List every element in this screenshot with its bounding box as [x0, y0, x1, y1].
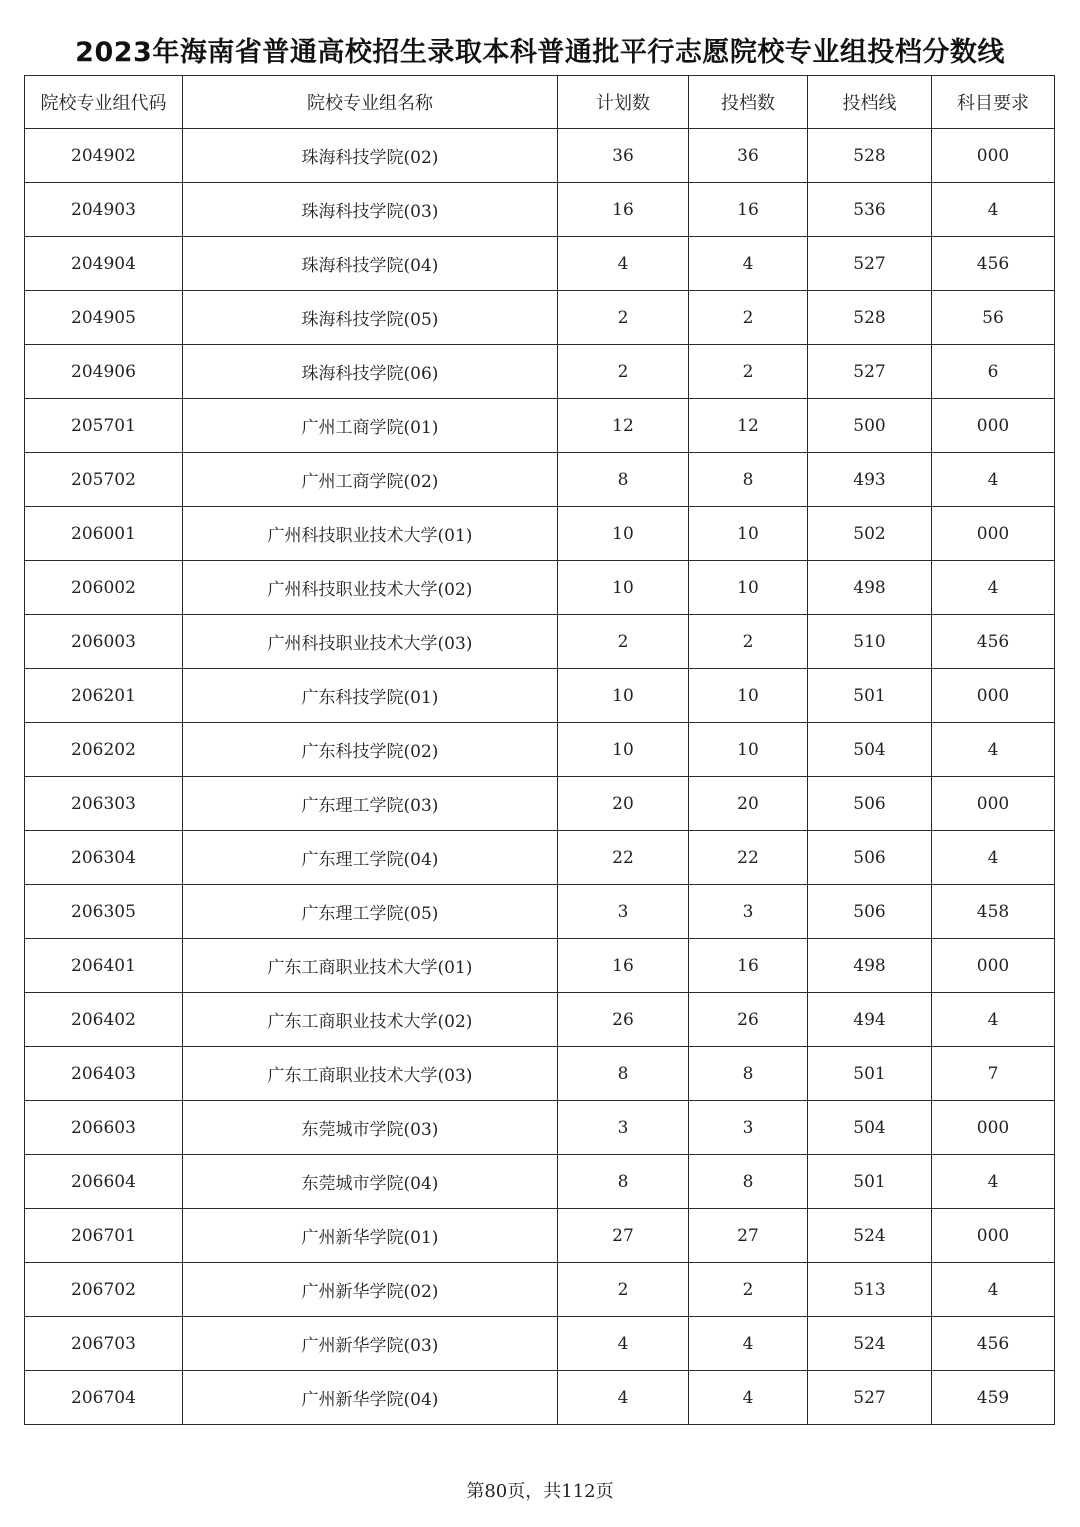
- cell-plan-count: 36: [558, 129, 689, 183]
- cell-cutoff-score: 524: [808, 1317, 932, 1371]
- cell-subject-requirement: 7: [932, 1047, 1055, 1101]
- cell-group-name: 珠海科技学院(05): [183, 291, 558, 345]
- cell-plan-count: 16: [558, 939, 689, 993]
- cell-cutoff-score: 510: [808, 615, 932, 669]
- cell-group-code: 205701: [25, 399, 183, 453]
- cell-subject-requirement: 6: [932, 345, 1055, 399]
- cell-subject-requirement: 4: [932, 453, 1055, 507]
- cell-cutoff-score: 501: [808, 669, 932, 723]
- cell-group-code: 206703: [25, 1317, 183, 1371]
- cell-cutoff-score: 501: [808, 1155, 932, 1209]
- cell-admit-count: 27: [689, 1209, 808, 1263]
- cell-group-name: 广州科技职业技术大学(01): [183, 507, 558, 561]
- cell-plan-count: 10: [558, 561, 689, 615]
- table-row: [25, 507, 1055, 561]
- cell-cutoff-score: 527: [808, 237, 932, 291]
- cell-plan-count: 4: [558, 1317, 689, 1371]
- cell-cutoff-score: 527: [808, 1371, 932, 1425]
- cell-admit-count: 16: [689, 183, 808, 237]
- cell-cutoff-score: 502: [808, 507, 932, 561]
- cell-group-code: 206002: [25, 561, 183, 615]
- cell-admit-count: 4: [689, 237, 808, 291]
- cell-group-code: 205702: [25, 453, 183, 507]
- cell-admit-count: 3: [689, 1101, 808, 1155]
- table-row: [25, 1263, 1055, 1317]
- cell-admit-count: 8: [689, 1155, 808, 1209]
- cell-subject-requirement: 4: [932, 1155, 1055, 1209]
- cell-plan-count: 12: [558, 399, 689, 453]
- cell-admit-count: 10: [689, 669, 808, 723]
- cell-subject-requirement: 4: [932, 561, 1055, 615]
- cell-group-name: 珠海科技学院(02): [183, 129, 558, 183]
- cell-admit-count: 22: [689, 831, 808, 885]
- cell-admit-count: 20: [689, 777, 808, 831]
- cell-group-code: 206303: [25, 777, 183, 831]
- cell-admit-count: 8: [689, 453, 808, 507]
- cell-admit-count: 8: [689, 1047, 808, 1101]
- cell-subject-requirement: 456: [932, 1317, 1055, 1371]
- cell-admit-count: 12: [689, 399, 808, 453]
- header-admit-count: 投档数: [689, 76, 808, 129]
- cell-group-code: 206704: [25, 1371, 183, 1425]
- table-row: [25, 1371, 1055, 1425]
- cell-group-name: 广东工商职业技术大学(03): [183, 1047, 558, 1101]
- cell-admit-count: 16: [689, 939, 808, 993]
- cell-subject-requirement: 459: [932, 1371, 1055, 1425]
- cell-group-code: 206304: [25, 831, 183, 885]
- cell-subject-requirement: 000: [932, 777, 1055, 831]
- cell-plan-count: 8: [558, 1047, 689, 1101]
- cell-group-name: 广东理工学院(05): [183, 885, 558, 939]
- cell-group-name: 广东理工学院(04): [183, 831, 558, 885]
- table-row: [25, 345, 1055, 399]
- header-group-code: 院校专业组代码: [25, 76, 183, 129]
- cell-plan-count: 20: [558, 777, 689, 831]
- table-row: [25, 1209, 1055, 1263]
- cell-group-code: 204903: [25, 183, 183, 237]
- cell-group-code: 206603: [25, 1101, 183, 1155]
- cell-subject-requirement: 000: [932, 399, 1055, 453]
- table-row: [25, 183, 1055, 237]
- cell-cutoff-score: 500: [808, 399, 932, 453]
- cell-group-code: 206201: [25, 669, 183, 723]
- cell-group-code: 206305: [25, 885, 183, 939]
- cell-admit-count: 2: [689, 1263, 808, 1317]
- cell-admit-count: 2: [689, 291, 808, 345]
- cell-group-code: 204902: [25, 129, 183, 183]
- cell-admit-count: 4: [689, 1371, 808, 1425]
- cell-plan-count: 10: [558, 669, 689, 723]
- cell-group-code: 206001: [25, 507, 183, 561]
- cell-group-code: 206702: [25, 1263, 183, 1317]
- table-row: [25, 129, 1055, 183]
- cell-group-code: 204905: [25, 291, 183, 345]
- table-row: [25, 669, 1055, 723]
- table-row: [25, 777, 1055, 831]
- cell-cutoff-score: 527: [808, 345, 932, 399]
- cell-cutoff-score: 501: [808, 1047, 932, 1101]
- cell-group-name: 广州工商学院(02): [183, 453, 558, 507]
- table-row: [25, 723, 1055, 777]
- table-row: [25, 291, 1055, 345]
- cell-subject-requirement: 56: [932, 291, 1055, 345]
- cell-group-name: 东莞城市学院(04): [183, 1155, 558, 1209]
- score-table: [24, 75, 1055, 1425]
- cell-subject-requirement: 000: [932, 507, 1055, 561]
- cell-subject-requirement: 000: [932, 669, 1055, 723]
- header-plan-count: 计划数: [558, 76, 689, 129]
- cell-group-code: 206202: [25, 723, 183, 777]
- cell-subject-requirement: 4: [932, 723, 1055, 777]
- page-number: 第80页，共112页: [466, 1481, 614, 1502]
- cell-group-name: 广州工商学院(01): [183, 399, 558, 453]
- table-row: [25, 561, 1055, 615]
- cell-plan-count: 8: [558, 453, 689, 507]
- cell-subject-requirement: 458: [932, 885, 1055, 939]
- cell-cutoff-score: 528: [808, 129, 932, 183]
- cell-cutoff-score: 528: [808, 291, 932, 345]
- cell-admit-count: 36: [689, 129, 808, 183]
- table-body: [25, 129, 1055, 1425]
- table-row: [25, 885, 1055, 939]
- cell-group-name: 珠海科技学院(06): [183, 345, 558, 399]
- cell-subject-requirement: 000: [932, 1101, 1055, 1155]
- cell-plan-count: 22: [558, 831, 689, 885]
- cell-group-code: 204906: [25, 345, 183, 399]
- table-row: [25, 1317, 1055, 1371]
- cell-group-name: 广东工商职业技术大学(01): [183, 939, 558, 993]
- table-header-row: [25, 76, 1055, 129]
- cell-group-name: 广州新华学院(04): [183, 1371, 558, 1425]
- cell-cutoff-score: 504: [808, 723, 932, 777]
- table-row: [25, 1101, 1055, 1155]
- header-cutoff-score: 投档线: [808, 76, 932, 129]
- cell-plan-count: 2: [558, 345, 689, 399]
- cell-cutoff-score: 498: [808, 561, 932, 615]
- cell-cutoff-score: 504: [808, 1101, 932, 1155]
- header-group-name: 院校专业组名称: [183, 76, 558, 129]
- cell-cutoff-score: 524: [808, 1209, 932, 1263]
- cell-admit-count: 10: [689, 723, 808, 777]
- cell-group-name: 广州新华学院(02): [183, 1263, 558, 1317]
- cell-plan-count: 10: [558, 723, 689, 777]
- cell-cutoff-score: 494: [808, 993, 932, 1047]
- cell-admit-count: 2: [689, 615, 808, 669]
- table-row: [25, 1155, 1055, 1209]
- cell-group-code: 206403: [25, 1047, 183, 1101]
- cell-plan-count: 10: [558, 507, 689, 561]
- cell-plan-count: 4: [558, 1371, 689, 1425]
- cell-group-code: 206604: [25, 1155, 183, 1209]
- cell-admit-count: 3: [689, 885, 808, 939]
- table-row: [25, 993, 1055, 1047]
- cell-plan-count: 2: [558, 1263, 689, 1317]
- cell-plan-count: 2: [558, 615, 689, 669]
- cell-subject-requirement: 000: [932, 129, 1055, 183]
- cell-cutoff-score: 506: [808, 777, 932, 831]
- cell-group-name: 广东科技学院(02): [183, 723, 558, 777]
- cell-plan-count: 4: [558, 237, 689, 291]
- table-row: [25, 399, 1055, 453]
- cell-group-name: 广州科技职业技术大学(02): [183, 561, 558, 615]
- cell-plan-count: 27: [558, 1209, 689, 1263]
- cell-group-code: 206003: [25, 615, 183, 669]
- cell-cutoff-score: 493: [808, 453, 932, 507]
- cell-plan-count: 2: [558, 291, 689, 345]
- cell-group-name: 广州科技职业技术大学(03): [183, 615, 558, 669]
- cell-admit-count: 10: [689, 507, 808, 561]
- cell-cutoff-score: 506: [808, 831, 932, 885]
- table-row: [25, 1047, 1055, 1101]
- header-subject-requirement: 科目要求: [932, 76, 1055, 129]
- table-row: [25, 831, 1055, 885]
- cell-group-name: 广东工商职业技术大学(02): [183, 993, 558, 1047]
- cell-subject-requirement: 4: [932, 183, 1055, 237]
- cell-group-name: 广东科技学院(01): [183, 669, 558, 723]
- cell-subject-requirement: 4: [932, 993, 1055, 1047]
- table-row: [25, 453, 1055, 507]
- cell-group-code: 206402: [25, 993, 183, 1047]
- table-row: [25, 237, 1055, 291]
- page-title: 2023年海南省普通高校招生录取本科普通批平行志愿院校专业组投档分数线: [75, 37, 1005, 68]
- table-row: [25, 615, 1055, 669]
- cell-subject-requirement: 4: [932, 831, 1055, 885]
- cell-subject-requirement: 456: [932, 615, 1055, 669]
- cell-group-name: 广东理工学院(03): [183, 777, 558, 831]
- cell-admit-count: 26: [689, 993, 808, 1047]
- table-row: [25, 939, 1055, 993]
- cell-admit-count: 2: [689, 345, 808, 399]
- cell-group-code: 206401: [25, 939, 183, 993]
- cell-plan-count: 3: [558, 1101, 689, 1155]
- cell-subject-requirement: 456: [932, 237, 1055, 291]
- cell-group-name: 广州新华学院(03): [183, 1317, 558, 1371]
- cell-group-name: 广州新华学院(01): [183, 1209, 558, 1263]
- cell-plan-count: 16: [558, 183, 689, 237]
- cell-group-code: 206701: [25, 1209, 183, 1263]
- cell-admit-count: 4: [689, 1317, 808, 1371]
- cell-cutoff-score: 498: [808, 939, 932, 993]
- cell-plan-count: 26: [558, 993, 689, 1047]
- cell-cutoff-score: 506: [808, 885, 932, 939]
- cell-subject-requirement: 4: [932, 1263, 1055, 1317]
- cell-plan-count: 8: [558, 1155, 689, 1209]
- cell-cutoff-score: 536: [808, 183, 932, 237]
- cell-subject-requirement: 000: [932, 1209, 1055, 1263]
- cell-cutoff-score: 513: [808, 1263, 932, 1317]
- cell-group-name: 珠海科技学院(03): [183, 183, 558, 237]
- cell-subject-requirement: 000: [932, 939, 1055, 993]
- cell-group-code: 204904: [25, 237, 183, 291]
- cell-group-name: 珠海科技学院(04): [183, 237, 558, 291]
- cell-group-name: 东莞城市学院(03): [183, 1101, 558, 1155]
- cell-plan-count: 3: [558, 885, 689, 939]
- cell-admit-count: 10: [689, 561, 808, 615]
